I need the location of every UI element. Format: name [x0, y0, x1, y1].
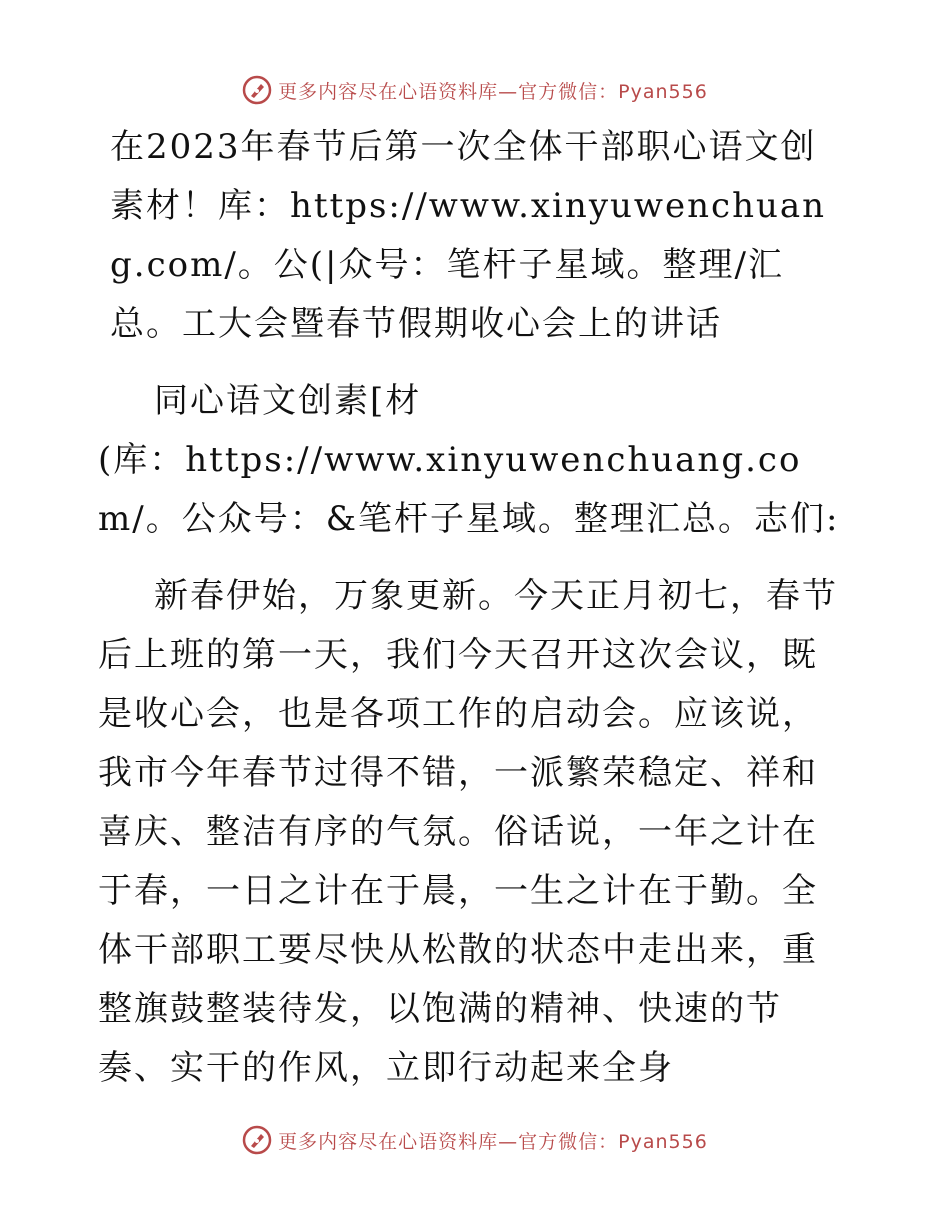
red-pen-nib-logo-icon — [242, 75, 272, 105]
salutation-line-1: 同心语文创素[材 — [154, 381, 422, 421]
document-title: 在2023年春节后第一次全体干部职心语文创素材！库：https://www.xinyuwenchuang.com/。公(|众号：笔杆子星域。整理/汇总。工大会暨春节假期收心会上的讲话 — [110, 127, 827, 344]
header-banner — [0, 70, 950, 110]
salutation-line-2: (库：https://www.xinyuwenchuang.com/。公众号：&笔杆子星域。整理汇总。志们: — [98, 440, 840, 539]
body-paragraph: 新春伊始，万象更新。今天正月初七，春节后上班的第一天，我们今天召开这次会议，既是收心会，也是各项工作的启动会。应该说，我市今年春节过得不错，一派繁荣稳定、祥和喜庆、整洁有序的气氛。俗话说，一年之计在于春，一日之计在于晨，一生之计在于勤。全体干部职工要尽快从松散的状态中走出来，重整旗鼓整装待发，以饱满的精神、快速的节奏、实干的作风，立即行动起来全身 — [98, 576, 838, 1088]
footer-banner — [0, 1120, 950, 1160]
red-pen-nib-logo-icon — [242, 1125, 272, 1155]
banner-text: 更多内容尽在心语资料库—官方微信：Pyan556 — [278, 1130, 708, 1153]
banner-text: 更多内容尽在心语资料库—官方微信：Pyan556 — [278, 80, 708, 103]
document-body — [98, 118, 850, 1098]
